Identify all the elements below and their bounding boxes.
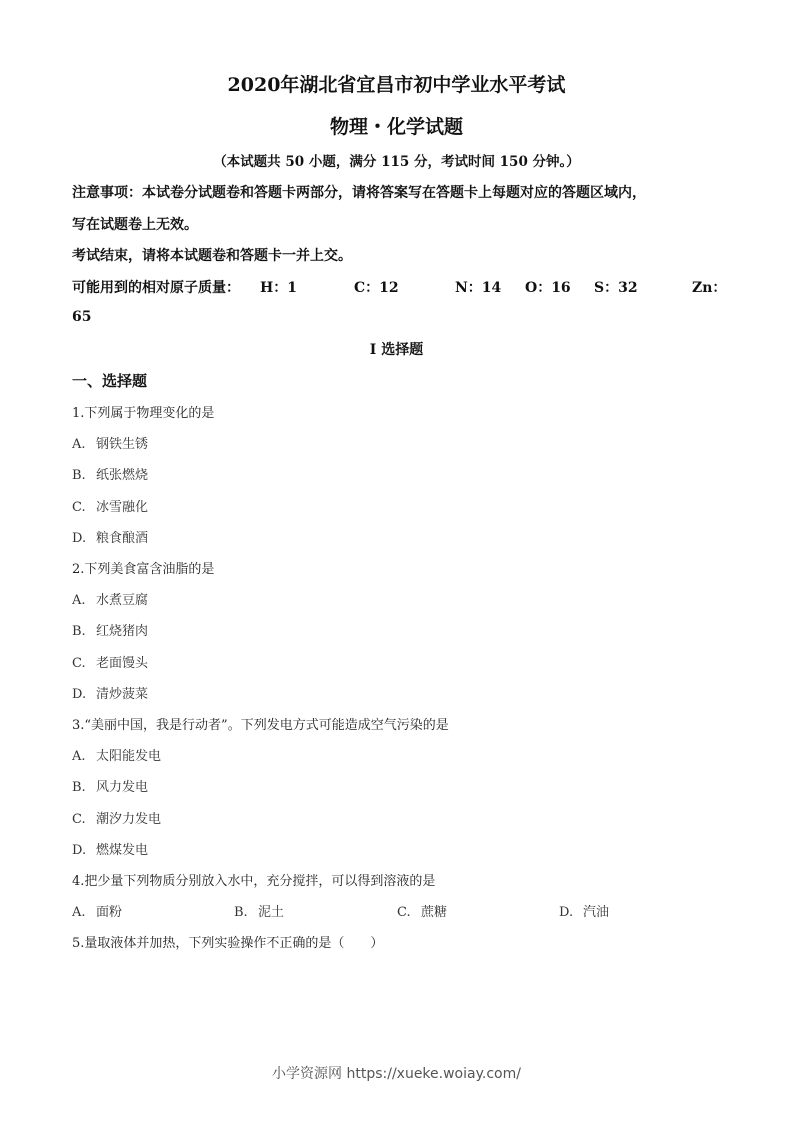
instructions-line-2: 写在试题卷上无效。	[72, 217, 198, 233]
instructions-line-3: 考试结束，请将本试题卷和答题卡一并上交。	[72, 248, 352, 264]
atomic-mass-s: S：32	[594, 280, 638, 296]
question-1-option-d: D. 粮食酿酒	[72, 531, 149, 546]
question-3-stem: 3.“美丽中国，我是行动者”。下列发电方式可能造成空气污染的是	[72, 718, 449, 733]
question-2-stem: 2.下列美食富含油脂的是	[72, 562, 215, 577]
section-heading: 一、选择题	[72, 372, 148, 390]
atomic-mass-zn: Zn：	[692, 280, 727, 296]
atomic-mass-h: H：1	[260, 280, 297, 296]
question-1-stem: 1.下列属于物理变化的是	[72, 406, 215, 421]
question-1-option-c: C. 冰雪融化	[72, 500, 149, 515]
question-2-option-b: B. 红烧猪肉	[72, 624, 149, 639]
question-3-option-b: B. 风力发电	[72, 780, 149, 795]
instructions-line-1: 注意事项：本试卷分试题卷和答题卡两部分，请将答案写在答题卡上每题对应的答题区域内，	[72, 185, 646, 201]
exam-info: （本试题共 50 小题，满分 115 分，考试时间 150 分钟。）	[213, 154, 580, 170]
footer-watermark: 小学资源网 https://xueke.woiay.com/	[272, 1066, 521, 1082]
question-3-option-d: D. 燃煤发电	[72, 843, 149, 858]
atomic-mass-label: 可能用到的相对原子质量：	[72, 280, 240, 296]
atomic-mass-n: N：14	[455, 280, 502, 296]
question-4-option-c: C. 蔗糖	[397, 905, 448, 920]
question-4-stem: 4.把少量下列物质分别放入水中，充分搅拌，可以得到溶液的是	[72, 874, 436, 889]
question-4-option-a: A. 面粉	[72, 905, 123, 920]
atomic-mass-zn-value: 65	[72, 309, 92, 325]
atomic-mass-c: C：12	[354, 280, 399, 296]
question-4-option-b: B. 泥土	[234, 905, 285, 920]
part-title: I 选择题	[369, 342, 424, 358]
question-2-option-c: C. 老面馒头	[72, 656, 149, 671]
question-1-option-b: B. 纸张燃烧	[72, 468, 149, 483]
question-3-option-a: A. 太阳能发电	[72, 749, 162, 764]
question-2-option-a: A. 水煮豆腐	[72, 593, 149, 608]
atomic-mass-o: O：16	[525, 280, 571, 296]
question-3-option-c: C. 潮汐力发电	[72, 812, 162, 827]
question-1-option-a: A. 钢铁生锈	[72, 437, 149, 452]
question-5-stem: 5.量取液体并加热，下列实验操作不正确的是（ ）	[72, 936, 384, 951]
exam-title: 2020年湖北省宜昌市初中学业水平考试	[227, 74, 566, 96]
question-2-option-d: D. 清炒菠菜	[72, 687, 149, 702]
question-4-option-d: D. 汽油	[559, 905, 610, 920]
exam-subtitle: 物理・化学试题	[329, 116, 463, 138]
